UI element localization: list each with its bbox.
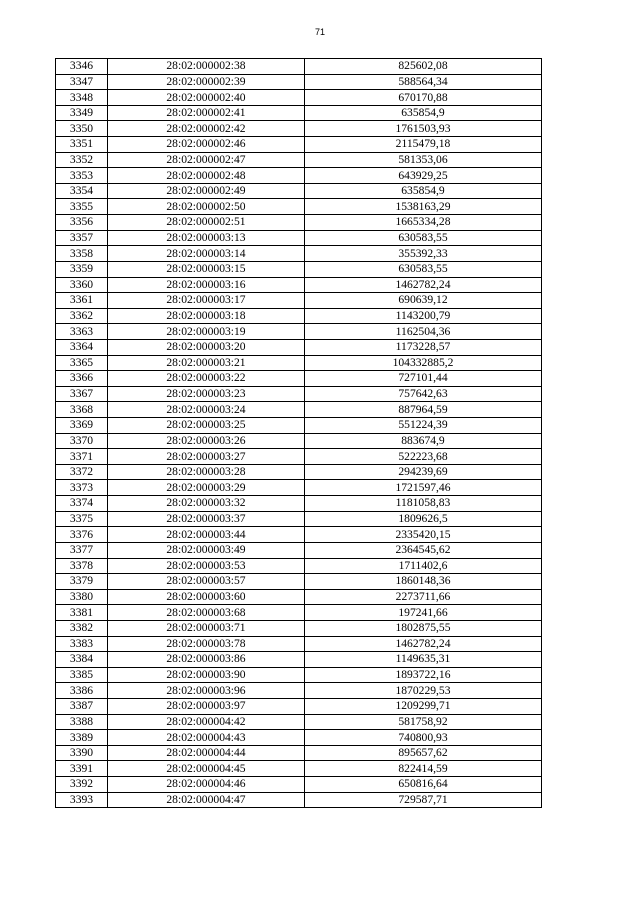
table-row [56, 511, 542, 527]
table-row [56, 59, 542, 75]
row-number-cell: 3354 [56, 183, 108, 199]
row-number-cell: 3360 [56, 277, 108, 293]
row-number-cell: 3383 [56, 636, 108, 652]
cadastral-number-cell: 28:02:000003:96 [108, 683, 305, 699]
value-cell: 1173228,57 [305, 339, 542, 355]
row-number-cell: 3386 [56, 683, 108, 699]
value-cell: 1149635,31 [305, 652, 542, 668]
row-number-cell: 3382 [56, 620, 108, 636]
cadastral-number-cell: 28:02:000003:57 [108, 574, 305, 590]
cadastral-number-cell: 28:02:000004:47 [108, 792, 305, 808]
value-cell: 643929,25 [305, 168, 542, 184]
cadastral-number-cell: 28:02:000003:20 [108, 339, 305, 355]
row-number-cell: 3376 [56, 527, 108, 543]
cadastral-number-cell: 28:02:000003:26 [108, 433, 305, 449]
table-row [56, 402, 542, 418]
table-row [56, 215, 542, 231]
value-cell: 2364545,62 [305, 542, 542, 558]
cadastral-number-cell: 28:02:000003:13 [108, 230, 305, 246]
table-row [56, 90, 542, 106]
value-cell: 727101,44 [305, 371, 542, 387]
row-number-cell: 3378 [56, 558, 108, 574]
cadastral-number-cell: 28:02:000003:97 [108, 698, 305, 714]
cadastral-number-cell: 28:02:000002:41 [108, 105, 305, 121]
table-row [56, 152, 542, 168]
value-cell: 1209299,71 [305, 698, 542, 714]
row-number-cell: 3380 [56, 589, 108, 605]
cadastral-number-cell: 28:02:000003:14 [108, 246, 305, 262]
value-cell: 895657,62 [305, 745, 542, 761]
row-number-cell: 3389 [56, 730, 108, 746]
row-number-cell: 3355 [56, 199, 108, 215]
table-row [56, 74, 542, 90]
value-cell: 887964,59 [305, 402, 542, 418]
cadastral-number-cell: 28:02:000002:48 [108, 168, 305, 184]
cadastral-number-cell: 28:02:000004:43 [108, 730, 305, 746]
value-cell: 1761503,93 [305, 121, 542, 137]
value-cell: 690639,12 [305, 293, 542, 309]
table-row [56, 745, 542, 761]
cadastral-number-cell: 28:02:000002:39 [108, 74, 305, 90]
value-cell: 581758,92 [305, 714, 542, 730]
cadastral-number-cell: 28:02:000004:46 [108, 777, 305, 793]
cadastral-number-cell: 28:02:000003:19 [108, 324, 305, 340]
data-table [55, 58, 542, 808]
row-number-cell: 3358 [56, 246, 108, 262]
cadastral-number-cell: 28:02:000003:49 [108, 542, 305, 558]
cadastral-number-cell: 28:02:000003:24 [108, 402, 305, 418]
table-row [56, 574, 542, 590]
cadastral-number-cell: 28:02:000003:17 [108, 293, 305, 309]
cadastral-number-cell: 28:02:000003:60 [108, 589, 305, 605]
table-row [56, 652, 542, 668]
value-cell: 740800,93 [305, 730, 542, 746]
row-number-cell: 3384 [56, 652, 108, 668]
table-row [56, 714, 542, 730]
table-row [56, 667, 542, 683]
row-number-cell: 3362 [56, 308, 108, 324]
value-cell: 1860148,36 [305, 574, 542, 590]
value-cell: 630583,55 [305, 230, 542, 246]
value-cell: 650816,64 [305, 777, 542, 793]
row-number-cell: 3361 [56, 293, 108, 309]
table-row [56, 683, 542, 699]
cadastral-number-cell: 28:02:000002:42 [108, 121, 305, 137]
table-row [56, 620, 542, 636]
cadastral-number-cell: 28:02:000003:28 [108, 464, 305, 480]
value-cell: 1162504,36 [305, 324, 542, 340]
row-number-cell: 3352 [56, 152, 108, 168]
value-cell: 670170,88 [305, 90, 542, 106]
cadastral-number-cell: 28:02:000003:15 [108, 261, 305, 277]
cadastral-number-cell: 28:02:000003:71 [108, 620, 305, 636]
value-cell: 822414,59 [305, 761, 542, 777]
row-number-cell: 3372 [56, 464, 108, 480]
table-row [56, 558, 542, 574]
row-number-cell: 3371 [56, 449, 108, 465]
value-cell: 630583,55 [305, 261, 542, 277]
row-number-cell: 3364 [56, 339, 108, 355]
cadastral-number-cell: 28:02:000003:68 [108, 605, 305, 621]
row-number-cell: 3368 [56, 402, 108, 418]
row-number-cell: 3391 [56, 761, 108, 777]
cadastral-number-cell: 28:02:000002:51 [108, 215, 305, 231]
row-number-cell: 3379 [56, 574, 108, 590]
cadastral-number-cell: 28:02:000003:86 [108, 652, 305, 668]
row-number-cell: 3373 [56, 480, 108, 496]
cadastral-number-cell: 28:02:000003:44 [108, 527, 305, 543]
value-cell: 522223,68 [305, 449, 542, 465]
row-number-cell: 3349 [56, 105, 108, 121]
row-number-cell: 3365 [56, 355, 108, 371]
table-row [56, 480, 542, 496]
row-number-cell: 3363 [56, 324, 108, 340]
row-number-cell: 3390 [56, 745, 108, 761]
value-cell: 1665334,28 [305, 215, 542, 231]
table-row [56, 527, 542, 543]
cadastral-number-cell: 28:02:000003:23 [108, 386, 305, 402]
table-row [56, 386, 542, 402]
table-row [56, 792, 542, 808]
table-row [56, 137, 542, 153]
value-cell: 2335420,15 [305, 527, 542, 543]
value-cell: 757642,63 [305, 386, 542, 402]
table-row [56, 277, 542, 293]
value-cell: 1181058,83 [305, 496, 542, 512]
cadastral-number-cell: 28:02:000003:18 [108, 308, 305, 324]
cadastral-number-cell: 28:02:000002:38 [108, 59, 305, 75]
table-row [56, 355, 542, 371]
row-number-cell: 3351 [56, 137, 108, 153]
page-number: 71 [314, 27, 325, 37]
row-number-cell: 3388 [56, 714, 108, 730]
row-number-cell: 3377 [56, 542, 108, 558]
row-number-cell: 3357 [56, 230, 108, 246]
value-cell: 2115479,18 [305, 137, 542, 153]
value-cell: 2273711,66 [305, 589, 542, 605]
cadastral-number-cell: 28:02:000004:45 [108, 761, 305, 777]
table-row [56, 324, 542, 340]
row-number-cell: 3356 [56, 215, 108, 231]
row-number-cell: 3392 [56, 777, 108, 793]
table-row [56, 464, 542, 480]
table-row [56, 308, 542, 324]
table-row [56, 121, 542, 137]
value-cell: 1721597,46 [305, 480, 542, 496]
table-row [56, 449, 542, 465]
value-cell: 1809626,5 [305, 511, 542, 527]
value-cell: 294239,69 [305, 464, 542, 480]
row-number-cell: 3367 [56, 386, 108, 402]
value-cell: 1462782,24 [305, 277, 542, 293]
cadastral-number-cell: 28:02:000003:16 [108, 277, 305, 293]
value-cell: 1538163,29 [305, 199, 542, 215]
cadastral-number-cell: 28:02:000003:21 [108, 355, 305, 371]
cadastral-number-cell: 28:02:000003:90 [108, 667, 305, 683]
cadastral-number-cell: 28:02:000003:53 [108, 558, 305, 574]
table-row [56, 293, 542, 309]
table-row [56, 371, 542, 387]
cadastral-number-cell: 28:02:000003:32 [108, 496, 305, 512]
table-row [56, 698, 542, 714]
value-cell: 581353,06 [305, 152, 542, 168]
value-cell: 635854,9 [305, 105, 542, 121]
value-cell: 1802875,55 [305, 620, 542, 636]
table-row [56, 605, 542, 621]
cadastral-number-cell: 28:02:000002:50 [108, 199, 305, 215]
table-row [56, 418, 542, 434]
value-cell: 1462782,24 [305, 636, 542, 652]
row-number-cell: 3346 [56, 59, 108, 75]
value-cell: 729587,71 [305, 792, 542, 808]
table-row [56, 777, 542, 793]
cadastral-number-cell: 28:02:000004:44 [108, 745, 305, 761]
row-number-cell: 3366 [56, 371, 108, 387]
row-number-cell: 3393 [56, 792, 108, 808]
cadastral-number-cell: 28:02:000003:27 [108, 449, 305, 465]
table-row [56, 636, 542, 652]
table-row [56, 496, 542, 512]
table-row [56, 433, 542, 449]
value-cell: 1893722,16 [305, 667, 542, 683]
cadastral-number-cell: 28:02:000003:78 [108, 636, 305, 652]
cadastral-number-cell: 28:02:000003:22 [108, 371, 305, 387]
cadastral-number-cell: 28:02:000002:47 [108, 152, 305, 168]
table-row [56, 183, 542, 199]
row-number-cell: 3370 [56, 433, 108, 449]
row-number-cell: 3375 [56, 511, 108, 527]
row-number-cell: 3387 [56, 698, 108, 714]
cadastral-number-cell: 28:02:000003:37 [108, 511, 305, 527]
row-number-cell: 3374 [56, 496, 108, 512]
table-row [56, 339, 542, 355]
row-number-cell: 3348 [56, 90, 108, 106]
cadastral-number-cell: 28:02:000002:49 [108, 183, 305, 199]
table-row [56, 589, 542, 605]
table-row [56, 542, 542, 558]
row-number-cell: 3359 [56, 261, 108, 277]
value-cell: 551224,39 [305, 418, 542, 434]
value-cell: 197241,66 [305, 605, 542, 621]
table-row [56, 230, 542, 246]
table-row [56, 199, 542, 215]
row-number-cell: 3381 [56, 605, 108, 621]
value-cell: 1870229,53 [305, 683, 542, 699]
value-cell: 1711402,6 [305, 558, 542, 574]
cadastral-number-cell: 28:02:000003:25 [108, 418, 305, 434]
row-number-cell: 3353 [56, 168, 108, 184]
table-row [56, 246, 542, 262]
table-row [56, 730, 542, 746]
value-cell: 355392,33 [305, 246, 542, 262]
cadastral-number-cell: 28:02:000002:40 [108, 90, 305, 106]
value-cell: 104332885,2 [305, 355, 542, 371]
row-number-cell: 3347 [56, 74, 108, 90]
row-number-cell: 3385 [56, 667, 108, 683]
value-cell: 1143200,79 [305, 308, 542, 324]
table-row [56, 105, 542, 121]
table-row [56, 168, 542, 184]
table-row [56, 261, 542, 277]
value-cell: 883674,9 [305, 433, 542, 449]
cadastral-number-cell: 28:02:000004:42 [108, 714, 305, 730]
row-number-cell: 3350 [56, 121, 108, 137]
table-row [56, 761, 542, 777]
value-cell: 588564,34 [305, 74, 542, 90]
row-number-cell: 3369 [56, 418, 108, 434]
cadastral-number-cell: 28:02:000002:46 [108, 137, 305, 153]
value-cell: 635854,9 [305, 183, 542, 199]
table-body [56, 59, 542, 808]
value-cell: 825602,08 [305, 59, 542, 75]
cadastral-number-cell: 28:02:000003:29 [108, 480, 305, 496]
